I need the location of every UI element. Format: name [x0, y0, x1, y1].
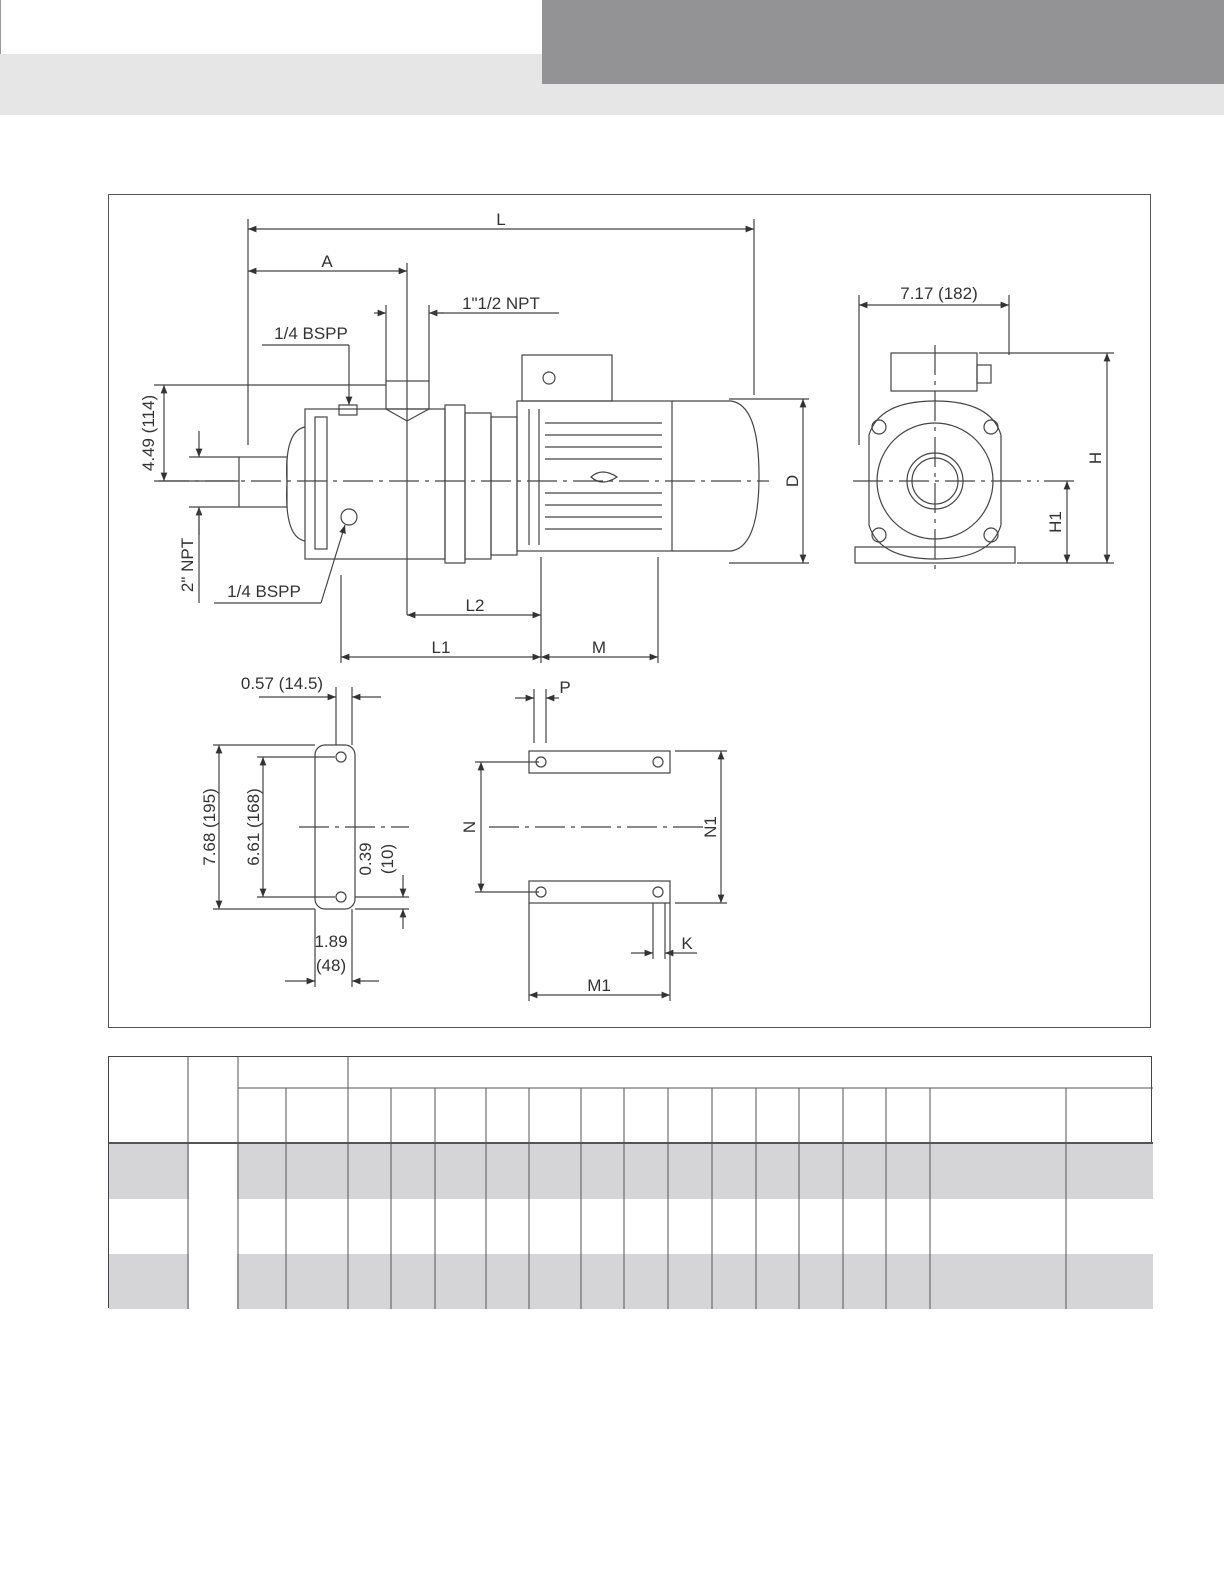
label-hole-10: (10) [378, 843, 397, 875]
label-L: L [496, 210, 506, 229]
label-N: N [460, 820, 479, 834]
label-outlet-thread: 1"1/2 NPT [462, 294, 540, 313]
label-D: D [783, 474, 802, 488]
label-foot-len-168: 6.61 (168) [244, 788, 263, 866]
label-P: P [559, 678, 571, 697]
table-row [109, 1144, 1153, 1199]
label-foot-width: 0.57 (14.5) [240, 674, 324, 693]
label-bspp-bottom: 1/4 BSPP [227, 582, 301, 601]
label-L1: L1 [431, 638, 451, 657]
label-M1: M1 [587, 976, 611, 995]
label-A: A [321, 252, 333, 271]
label-foot-189: 1.89 [314, 932, 348, 951]
merged-column [189, 1144, 237, 1309]
dimensions-table [108, 1056, 1152, 1308]
label-foot-48: (48) [315, 956, 347, 975]
label-height-114: 4.49 (114) [139, 394, 158, 472]
dimensions-table-grid [109, 1057, 1153, 1309]
label-H1: H1 [1046, 511, 1065, 533]
dimension-drawing [108, 194, 1151, 1028]
label-bspp-top: 1/4 BSPP [274, 324, 348, 343]
pump-dimension-svg [109, 195, 1152, 1029]
label-K: K [681, 934, 693, 953]
header-dark-band [542, 0, 1224, 84]
label-width-182: 7.17 (182) [900, 284, 978, 303]
label-L2: L2 [465, 596, 485, 615]
label-hole-039: 0.39 [356, 842, 375, 876]
table-row [109, 1199, 1153, 1254]
table-row [109, 1254, 1153, 1309]
label-N1: N1 [701, 816, 720, 838]
label-foot-len-195: 7.68 (195) [200, 788, 219, 866]
label-inlet-thread: 2" NPT [178, 537, 197, 593]
label-H: H [1086, 451, 1105, 465]
header-title-area [0, 0, 541, 54]
label-M: M [591, 638, 607, 657]
